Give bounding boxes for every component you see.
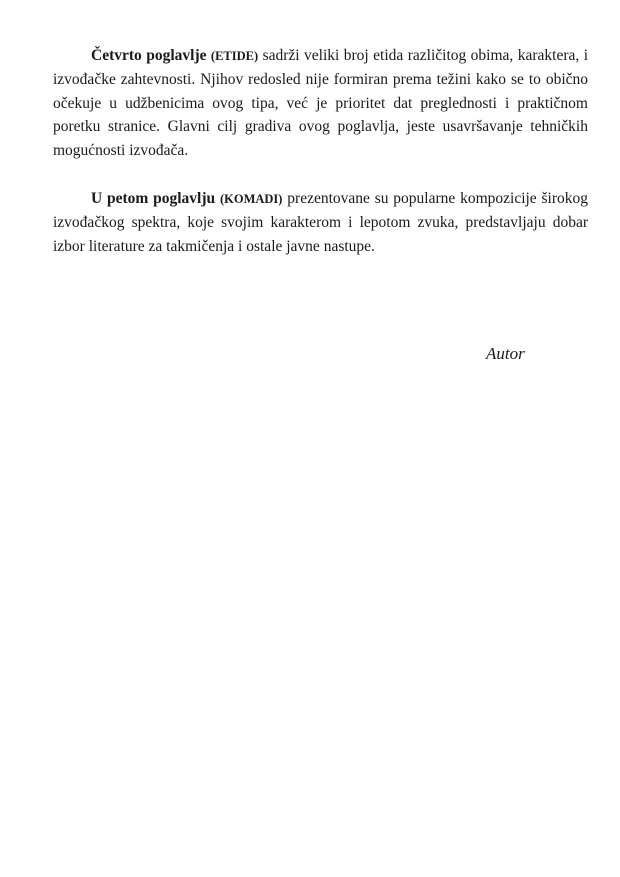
chapter-five-lead: U petom poglavlju xyxy=(91,190,216,208)
paragraph-chapter-five xyxy=(53,187,588,258)
author-signature: Autor xyxy=(486,344,525,363)
document-body xyxy=(53,44,588,258)
paragraph-chapter-four xyxy=(53,44,588,162)
chapter-four-text: sadrži veliki broj etida različitog obima, karaktera, i izvođačke zahtevnosti. Njihov redosled nije formiran prema težini kako se to obično očekuje u udžbenicima ovog tipa, već je prioritet dat preglednosti i praktičnom poretku stranice. Glavni cilj gradiva ovog poglavlja, jeste usavršavanje tehničkih mogućnosti izvođača. xyxy=(53,47,588,159)
chapter-five-tag: (KOMADI) xyxy=(219,192,283,207)
chapter-four-tag: (ETIDE) xyxy=(210,49,259,63)
chapter-five-text: prezentovane su popularne kompozicije širokog izvođačkog spektra, koje svojim karakterom i lepotom zvuka, predstavljaju dobar izbor literature za takmičenja i ostale javne nastupe. xyxy=(53,190,588,255)
chapter-four-lead: Četvrto poglavlje xyxy=(91,47,207,64)
